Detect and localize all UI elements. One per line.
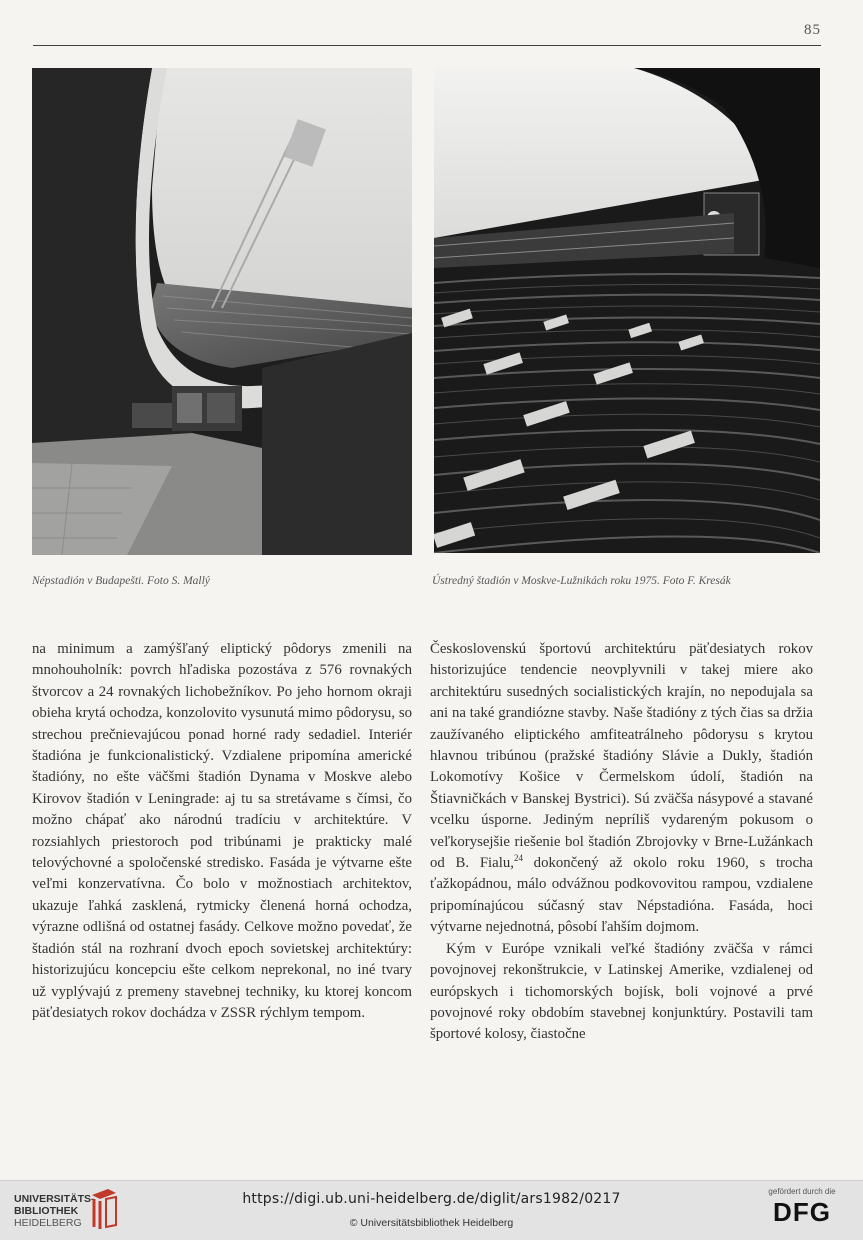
footnote-reference[interactable]: 24	[513, 853, 523, 864]
page-number: 85	[804, 22, 821, 38]
logo-text-line: BIBLIOTHEK	[14, 1205, 79, 1217]
photo-caption-right: Ústredný štadión v Moskve-Lužnikách roku 1975. Foto F. Kresák	[432, 575, 731, 587]
logo-text-line: UNIVERSITÄTS-	[14, 1193, 95, 1205]
photo-luzniki-stadium	[434, 68, 820, 553]
dfg-sponsor-logo[interactable]	[757, 1187, 847, 1228]
dfg-logo-text: DFG	[773, 1197, 831, 1227]
header-rule	[33, 45, 821, 46]
text-column-right	[430, 639, 813, 1046]
photo-caption-left: Népstadión v Budapešti. Foto S. Mallý	[32, 575, 210, 587]
logo-text-line: HEIDELBERG	[14, 1217, 82, 1229]
photo-nepstadion	[32, 68, 412, 555]
text-column-left	[32, 639, 412, 1024]
copyright-notice: © Universitätsbibliothek Heidelberg	[349, 1217, 514, 1229]
viewer-footer	[0, 1180, 863, 1240]
permalink-url[interactable]: https://digi.ub.uni-heidelberg.de/diglit/ars1982/0217	[242, 1191, 621, 1207]
paragraph	[430, 639, 813, 939]
sponsor-label: gefördert durch die	[768, 1187, 836, 1196]
paragraph-text: Československú športovú architektúru päťdesiatych rokov historizujúce tendencie neovplyvnili v takej miere ako architektúru susedných socialistických krajín, no nepodujala sa ani na také grandiózne stavby. Naše štadióny z tých čias sa držia zaužívaného eliptického amfiteatrálneho pôdorysu s krytou hlavnou tribúnou (pražské štadióny Slávie a Dukly, štadión Lokomotívy Košice v Čermelskom údolí, štadión na Štiavničkách v Banskej Bystrici). Sú zväčša násypové a stavané vcelku úsporne. Jediným nepríliš vydareným pokusom o veľkorysejšie riešenie bol štadión Zbrojovky v Brne-Lužánkach od B. Fialu,	[430, 641, 813, 872]
paragraph-text: dokončený až okolo roku 1960, s trocha ťažkopádnou, málo odvážnou podkovovitou rampou, vzdialene pripomínajúcou súčasný stav Népstadióna. Fasáda, hoci výtvarne nejednotná, pôsobí ľahším dojmom.	[430, 855, 813, 936]
paragraph: na minimum a zamýšľaný eliptický pôdorys zmenili na mnohouholník: povrch hľadiska pozostáva z 576 rovnakých štvorcov a 24 rovnakých lichobežníkov. Po jeho hornom okraji obieha krytá ochodza, konzolovito vysunutá mimo pôdorysu, so strechou prečnievajúcou ponad horné rady sedadiel. Interiér štadióna je funkcionalistický. Vzdialene pripomína americké štadióny, no ešte väčšmi štadión Dynama v Moskve alebo Kirovov štadión v Leningrade: aj tu sa stretávame s čímsi, čo možno chápať ako národnú tradíciu v architektúre. V rozsiahlych priestoroch pod tribúnami je prakticky malé telovýchovné a spoločenské stredisko. Fasáda je výtvarne ešte veľmi konzervatívna. Čo bolo v možnostiach architektov, ukazuje ľahká zasklená, rytmicky členená horná ochodza, výrazne odlišná od ostatnej fasády. Celkove možno povedať, že štadión stál na rozhraní dvoch epoch sovietskej architektúry: historizujúcu koncepciu ešte celkom neprekonal, no iné tvary už vyplývajú z premeny stavebnej techniky, ku ktorej koncom päťdesiatych rokov dochádza v ZSSR rýchlym tempom.	[32, 641, 412, 1021]
photo-nepstadion-image	[32, 68, 412, 555]
paragraph: Kým v Európe vznikali veľké štadióny zväčša v rámci povojnovej rekonštrukcie, v Latinskej Amerike, vzdialenej od európskych i tichomorských bojísk, boli vojnové a prvé povojnové roky obdobím stavebnej konjunktúry. Postavili tam športové kolosy, čiastočne	[430, 940, 813, 1043]
photo-luzniki-stadium-image	[434, 68, 820, 553]
